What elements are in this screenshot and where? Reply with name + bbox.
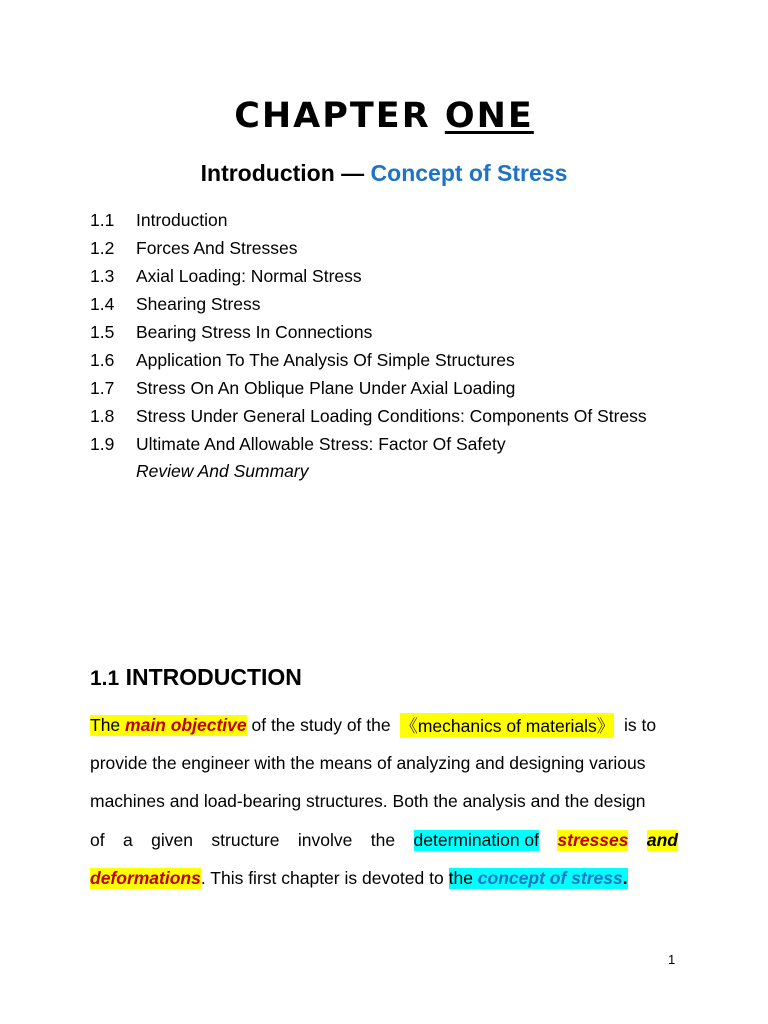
- concept-of-stress-emphasis: concept of stress: [477, 868, 623, 889]
- determination-highlight: determination of: [413, 829, 540, 850]
- section-number: 1.1: [90, 667, 120, 690]
- book-title-highlight: 《mechanics of materials》: [400, 713, 614, 738]
- highlighted-the: the: [448, 868, 473, 889]
- chapter-word: CHAPTER: [234, 96, 431, 136]
- paragraph-line: provide the engineer with the means of analyzing and designing various: [90, 753, 646, 774]
- subtitle-highlight: Concept of Stress: [370, 160, 568, 186]
- word: given: [151, 829, 193, 850]
- chapter-title: [0, 96, 768, 136]
- toc-item-number: 1.1: [90, 210, 115, 231]
- toc-item-number: 1.8: [90, 405, 115, 426]
- toc-item-number: 1.2: [90, 238, 115, 259]
- toc-item-number: 1.3: [90, 266, 115, 287]
- toc-item-label: Forces And Stresses: [136, 238, 298, 259]
- toc-item: [90, 235, 730, 263]
- text-run: is to: [624, 714, 657, 735]
- page-number: 1: [668, 952, 676, 967]
- toc-item-number: 1.7: [90, 377, 115, 398]
- paragraph-line: [90, 706, 678, 744]
- toc-item: [90, 402, 730, 430]
- toc-item-number: 1.9: [90, 433, 115, 454]
- stresses-emphasis: stresses: [557, 829, 629, 850]
- toc-item-number: 1.4: [90, 294, 115, 315]
- toc-item-label: Stress Under General Loading Conditions: Components Of Stress: [136, 405, 647, 426]
- toc-item: [90, 374, 730, 402]
- toc-item-label: Shearing Stress: [136, 294, 261, 315]
- text-run: . This first chapter is devoted to: [200, 868, 444, 889]
- toc-item: [90, 291, 730, 319]
- toc-item-number: 1.5: [90, 322, 115, 342]
- paragraph-line: [90, 821, 678, 859]
- word: of: [90, 829, 105, 850]
- word: involve: [297, 829, 353, 850]
- main-objective-emphasis: main objective: [125, 714, 247, 735]
- toc-item: [90, 319, 730, 347]
- section-title: INTRODUCTION: [125, 664, 302, 690]
- toc-item: [90, 207, 730, 235]
- paragraph-line: [90, 860, 678, 898]
- chapter-subtitle: [0, 160, 768, 187]
- toc-item-label: Introduction: [136, 210, 228, 231]
- toc-item-label: Axial Loading: Normal Stress: [136, 266, 362, 287]
- text-run: of the study of the: [251, 714, 391, 735]
- toc-item-number: 1.6: [90, 349, 115, 370]
- toc-item: [90, 263, 730, 291]
- word: the: [370, 829, 396, 850]
- toc-item-label: Application To The Analysis Of Simple Structures: [136, 349, 515, 370]
- deformations-emphasis: deformations: [90, 868, 201, 889]
- toc-item: [90, 430, 730, 458]
- chapter-number: ONE: [444, 96, 534, 136]
- word: a: [123, 829, 133, 850]
- section-heading: [90, 664, 302, 691]
- period: .: [622, 868, 628, 889]
- highlighted-the: The: [90, 714, 121, 735]
- toc-item-label: Ultimate And Allowable Stress: Factor Of Safety: [136, 433, 506, 454]
- word: structure: [211, 829, 280, 850]
- table-of-contents: [90, 207, 730, 486]
- toc-summary: Review And Summary: [136, 461, 309, 482]
- toc-item-label: Bearing Stress In Connections: [136, 322, 373, 342]
- toc-item-label: Stress On An Oblique Plane Under Axial Loading: [136, 377, 516, 398]
- intro-paragraph: [90, 706, 678, 898]
- toc-item: [90, 346, 730, 374]
- and-emphasis: and: [646, 829, 678, 850]
- subtitle-prefix: Introduction —: [200, 160, 365, 186]
- paragraph-line: machines and load-bearing structures. Both the analysis and the design: [90, 791, 646, 812]
